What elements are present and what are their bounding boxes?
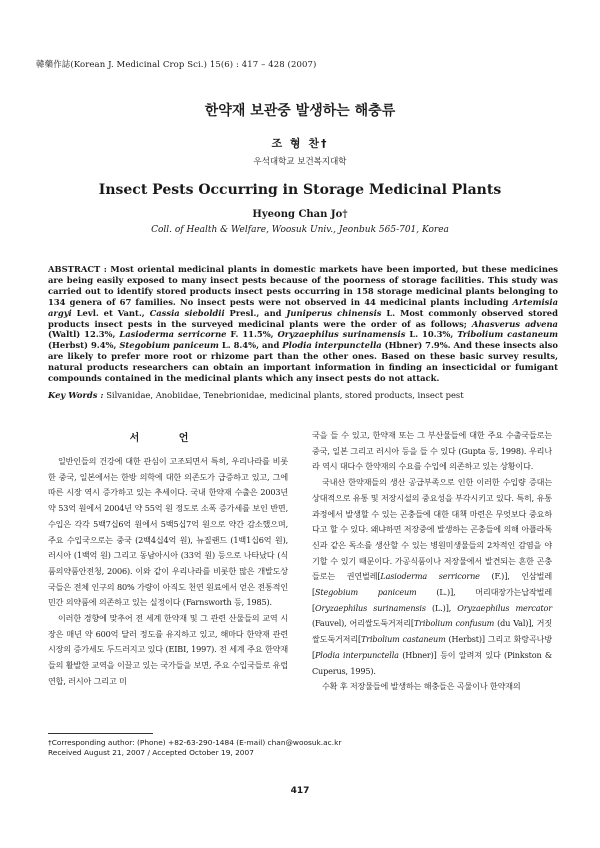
abstract-label: ABSTRACT : <box>48 264 107 274</box>
paragraph: 수확 후 저장물들에 발생하는 해충들은 곡물이나 한약재의 <box>322 681 521 692</box>
page-number: 417 <box>290 786 310 796</box>
corresponding-author-note: †Corresponding author: (Phone) +82-63-290-1484 (E-mail) chan@woosuk.ac.kr <box>48 738 342 747</box>
keywords <box>48 390 558 401</box>
body-column-left <box>48 428 288 690</box>
korean-title: 한약재 보관중 발생하는 해충류 <box>204 103 396 119</box>
keywords-text: Silvanidae, Anobiidae, Tenebrionidae, medicinal plants, stored products, insect pest <box>106 390 464 400</box>
journal-reference: 韓藥作誌(Korean J. Medicinal Crop Sci.) 15(6) : 417 – 428 (2007) <box>36 60 317 70</box>
section-heading: 서 언 <box>129 433 207 444</box>
korean-author: 조 형 찬† <box>271 137 329 150</box>
paragraph: 일반인들의 건강에 대한 관심이 고조되면서 특히, 우리나라를 비롯한 중국, 일본에서는 한방 의학에 대한 의존도가 급증하고 있고, 그에 따른 시장 역시 증가하고 있는 추세이다. 국내 한약재 수출은 2003년 약 53억 원에서 2004년 약 55억 원 정도로 소폭 증가세를 보인 반면, 수입은 각각 5백7십6억 원에서 5백5십7억 원으로 약간 감소했으며, 주요 수입국으로는 중국 (2백4십4억 원), 뉴질랜드 (1백1십6억 원), 러시아 (1백억 원) 그리고 동남아시아 (33억 원) 등으로 나타났다 (식품의약품안전청, 2006). 이와 같이 우리나라를 비롯한 많은 개발도상국들은 전체 인구의 80% 가량이 아직도 천연 원료에서 얻은 전통적인 민간 의약품에 의존하고 있는 실정이다 (Farnsworth 등, 1985). <box>48 456 288 608</box>
abstract: ABSTRACT : Most oriental medicinal plants in domestic markets have been imported, but these medicines are being easily exposed to many insect pests because of the poorness of storage facilities. This study was carried out to identify stored products insect pests occurring in 158 storage medicinal plants belonging to 134 genera of 67 families. No insect pests were not observed in 44 medicinal plants including Artemisia argyi Levl. et Vant., Cassia sieboldii Presl., and Juniperus chinensis L. Most commonly observed stored products insect pests in the surveyed medicinal plants were the order of as follows; Ahasverus advena (Waltl) 12.3%, Lasioderma serricorne F. 11.5%, Oryzaephilus surinamensis L. 10.3%, Tribolium castaneum (Herbst) 9.4%, Stegobium paniceum L. 8.4%, and Plodia interpunctella (Hbner) 7.9%. And these insects also are likely to prefer more root or rhizome part than the other ones. Based on these basic survey results, natural products researchers can obtain an important information in finding an insecticidal or fumigant compounds contained in the medicinal plants which any insect pests do not attack. <box>48 264 558 384</box>
paragraph: 국내산 한약재들의 생산 공급부족으로 인한 이러한 수입량 증대는 상대적으로 유통 및 저장시설의 중요성을 부각시키고 있다. 특히, 유통 과정에서 발생할 수 있는 곤충들에 대한 대책 마련은 무엇보다 중요하다고 할 수 있다. 왜냐하면 저장중에 발생하는 곤충들에 의해 아플라톡신과 같은 독소를 생산할 수 있는 병원미생물들의 2차적인 감염을 야기할 수 있기 때문이다. 가공식품이나 저장물에서 발견되는 흔한 곤충들로는 권연벌레[Lasioderma serricorne (F.)], 인삼벌레[Stegobium paniceum (L.)], 머리대장가는납작벌레[Oryzaephilus surinamensis (L.)], Oryzaephilus mercator (Fauvel), 어리쌀도둑거저리[Tribolium confusum (du Val)], 거짓쌀도둑거저리[Tribolium castaneum (Herbst)] 그리고 화랑곡나방[Plodia interpunctella (Hbner)] 등이 알려져 있다 (Pinkston & Cuperus, 1995). <box>312 477 553 676</box>
english-affiliation: Coll. of Health & Welfare, Woosuk Univ., Jeonbuk 565-701, Korea <box>151 225 449 235</box>
korean-affiliation: 우석대학교 보건복지대학 <box>253 157 347 167</box>
footnotes <box>48 738 341 758</box>
paragraph: 국을 들 수 있고, 한약재 또는 그 부산물들에 대한 주요 수출국들로는 중국, 일본 그리고 러시아 등을 들 수 있다 (Gupta 등, 1998). 우리나라 역시 대다수 한약재의 수요를 수입에 의존하고 있는 상황이다. <box>312 430 552 472</box>
footnote-divider <box>48 733 153 734</box>
english-title: Insect Pests Occurring in Storage Medicinal Plants <box>98 182 502 198</box>
paragraph: 이러한 경향에 맞추어 전 세계 한약재 및 그 관련 산물들의 교역 시장은 매년 약 600억 달러 정도를 유지하고 있고, 해마다 한약재 관련 시장의 증가세도 두드러지고 있다 (EIBI, 1997). 전 세계 주요 한약재들의 활발한 교역을 이끌고 있는 국가들을 보면, 주요 수입국들로 유럽연합, 러시아 그리고 미 <box>48 613 288 686</box>
keywords-label: Key Words : <box>48 390 104 400</box>
english-author: Hyeong Chan Jo† <box>252 209 348 220</box>
body-column-right <box>312 428 552 695</box>
received-accepted-note: Received August 21, 2007 / Accepted October 19, 2007 <box>48 748 254 757</box>
